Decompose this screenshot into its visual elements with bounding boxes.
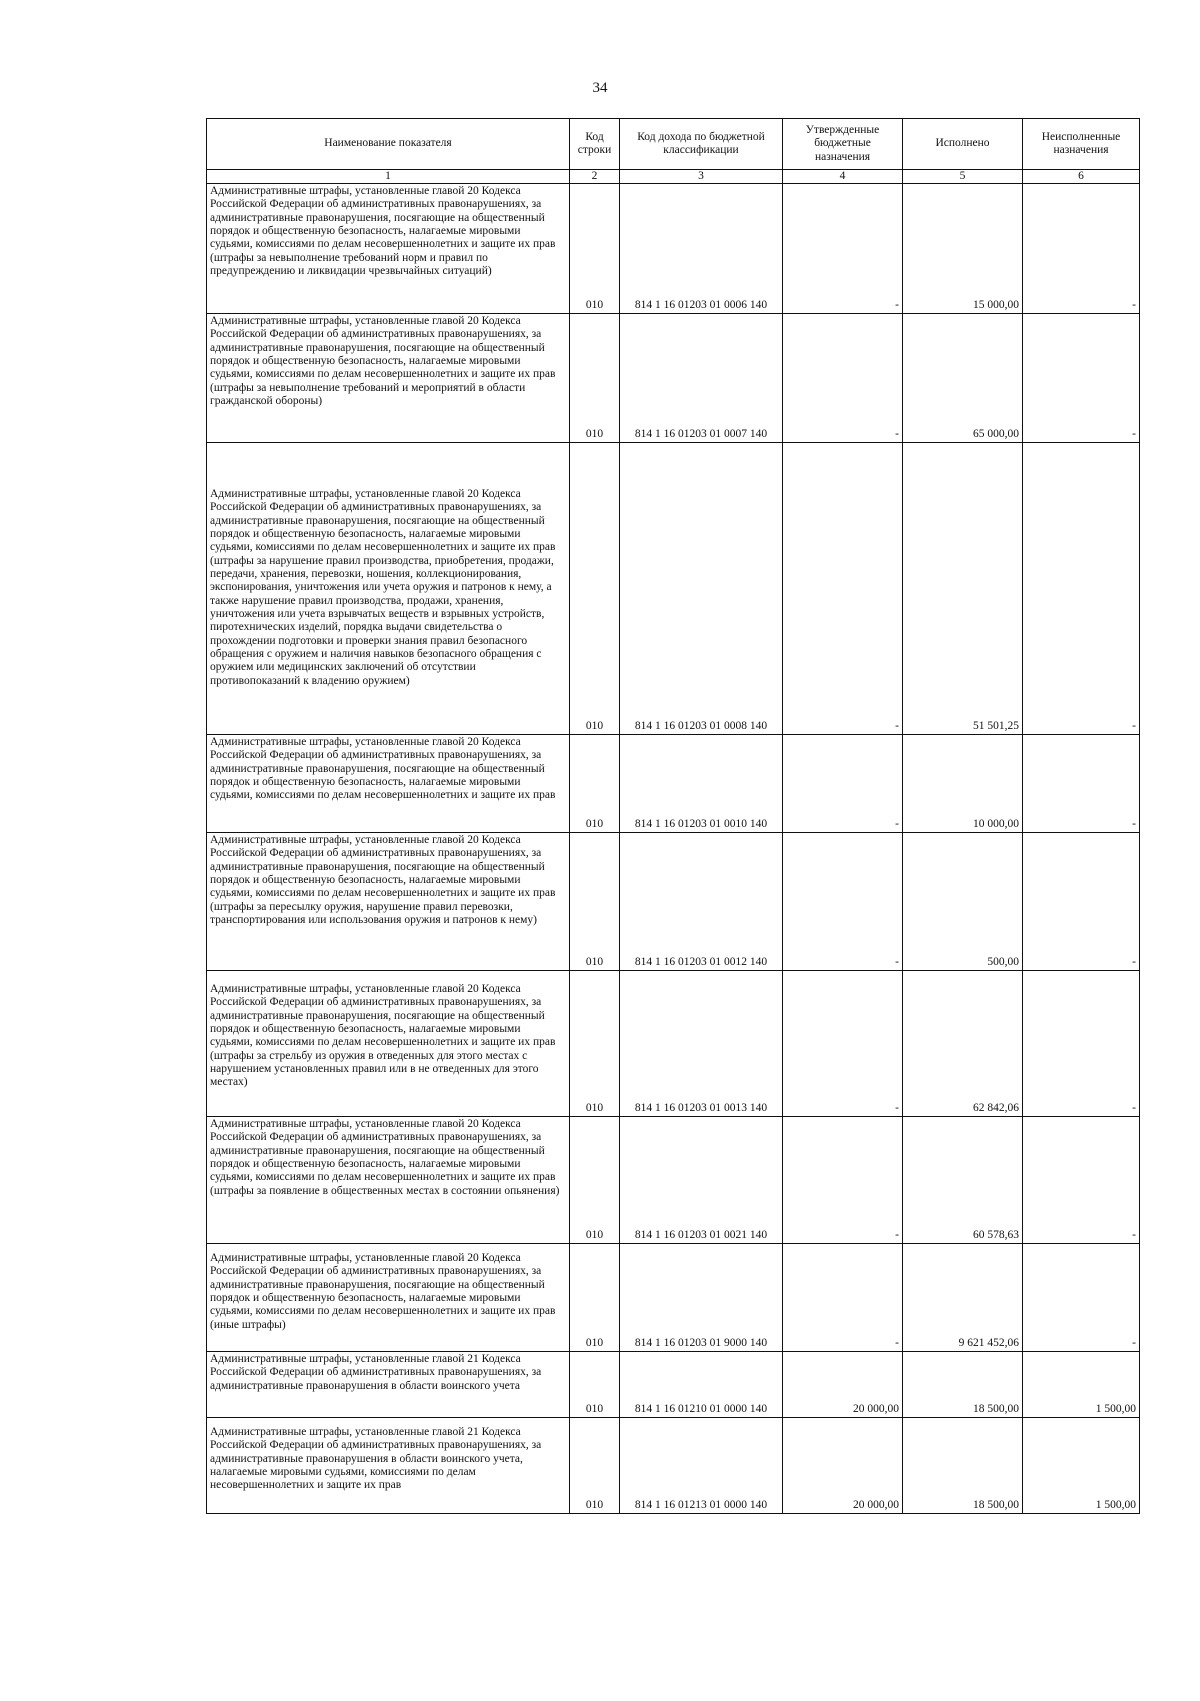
revenue-code: 814 1 16 01203 01 9000 140 [620,1244,783,1352]
revenue-code: 814 1 16 01203 01 0006 140 [620,184,783,314]
row-code: 010 [570,184,620,314]
row-code: 010 [570,1244,620,1352]
indicator-name: Административные штрафы, установленные главой 20 Кодекса Российской Федерации об административных правонарушениях, за административные правонарушения, посягающие на общественный порядок и общественную безопасность, налагаемые мировыми судьями, комиссиями по делам несовершеннолетних и защите их прав (штрафы за стрельбу из оружия в отведенных для этого местах с нарушением установленных правил или в не отведенных для этого местах) [207,971,570,1117]
budget-revenue-table [206,118,1140,1514]
row-code: 010 [570,1418,620,1514]
table-row [207,1418,1140,1514]
column-number: 6 [1023,170,1140,184]
row-code: 010 [570,1352,620,1418]
executed-amount: 51 501,25 [903,443,1023,735]
indicator-name: Административные штрафы, установленные главой 20 Кодекса Российской Федерации об административных правонарушениях, за административные правонарушения, посягающие на общественный порядок и общественную безопасность, налагаемые мировыми судьями, комиссиями по делам несовершеннолетних и защите их прав (штрафы за невыполнение требований норм и правил по предупреждению и ликвидации чрезвычайных ситуаций) [207,184,570,314]
revenue-code: 814 1 16 01203 01 0012 140 [620,833,783,971]
header-kbk: Код дохода по бюджетной классификации [620,119,783,170]
revenue-code: 814 1 16 01203 01 0008 140 [620,443,783,735]
unexecuted-amount: - [1023,971,1140,1117]
unexecuted-amount: - [1023,1244,1140,1352]
executed-amount: 18 500,00 [903,1352,1023,1418]
revenue-code: 814 1 16 01213 01 0000 140 [620,1418,783,1514]
table-row [207,184,1140,314]
approved-amount: - [783,314,903,443]
indicator-name: Административные штрафы, установленные главой 20 Кодекса Российской Федерации об административных правонарушениях, за административные правонарушения, посягающие на общественный порядок и общественную безопасность, налагаемые мировыми судьями, комиссиями по делам несовершеннолетних и защите их прав (штрафы за нарушение правил производства, приобретения, продажи, передачи, хранения, перевозки, ношения, коллекционирования, экспонирования, уничтожения или учета оружия и патронов к нему, а также нарушение правил производства, продажи, хранения, уничтожения или учета взрывчатых веществ и взрывных устройств, пиротехнических изделий, порядка выдачи свидетельства о прохождении подготовки и проверки знания правил безопасного обращения с оружием и наличия навыков безопасного обращения с оружием или медицинских заключений об отсутствии противопоказаний к владению оружием) [207,443,570,735]
header-unexecuted: Неисполненные назначения [1023,119,1140,170]
indicator-name: Административные штрафы, установленные главой 20 Кодекса Российской Федерации об административных правонарушениях, за административные правонарушения, посягающие на общественный порядок и общественную безопасность, налагаемые мировыми судьями, комиссиями по делам несовершеннолетних и защите их прав (иные штрафы) [207,1244,570,1352]
revenue-code: 814 1 16 01203 01 0010 140 [620,735,783,833]
table-row [207,1117,1140,1244]
page-number: 34 [592,80,608,96]
indicator-name: Административные штрафы, установленные главой 20 Кодекса Российской Федерации об административных правонарушениях, за административные правонарушения, посягающие на общественный порядок и общественную безопасность, налагаемые мировыми судьями, комиссиями по делам несовершеннолетних и защите их прав (штрафы за появление в общественных местах в состоянии опьянения) [207,1117,570,1244]
column-number: 1 [207,170,570,184]
approved-amount: - [783,1244,903,1352]
row-code: 010 [570,443,620,735]
column-number-row [207,170,1140,184]
table-row [207,1352,1140,1418]
table-row [207,971,1140,1117]
unexecuted-amount: - [1023,443,1140,735]
executed-amount: 60 578,63 [903,1117,1023,1244]
indicator-name: Административные штрафы, установленные главой 20 Кодекса Российской Федерации об административных правонарушениях, за административные правонарушения, посягающие на общественный порядок и общественную безопасность, налагаемые мировыми судьями, комиссиями по делам несовершеннолетних и защите их прав [207,735,570,833]
executed-amount: 18 500,00 [903,1418,1023,1514]
row-code: 010 [570,735,620,833]
unexecuted-amount: 1 500,00 [1023,1352,1140,1418]
executed-amount: 10 000,00 [903,735,1023,833]
executed-amount: 500,00 [903,833,1023,971]
table-row [207,735,1140,833]
column-number: 2 [570,170,620,184]
row-code: 010 [570,833,620,971]
revenue-code: 814 1 16 01203 01 0007 140 [620,314,783,443]
approved-amount: 20 000,00 [783,1418,903,1514]
unexecuted-amount: - [1023,735,1140,833]
revenue-code: 814 1 16 01210 01 0000 140 [620,1352,783,1418]
unexecuted-amount: 1 500,00 [1023,1418,1140,1514]
header-executed: Исполнено [903,119,1023,170]
approved-amount: 20 000,00 [783,1352,903,1418]
header-approved: Утвержденные бюджетные назначения [783,119,903,170]
approved-amount: - [783,735,903,833]
approved-amount: - [783,971,903,1117]
table-row [207,443,1140,735]
row-code: 010 [570,1117,620,1244]
row-code: 010 [570,971,620,1117]
approved-amount: - [783,1117,903,1244]
unexecuted-amount: - [1023,1117,1140,1244]
header-name: Наименование показателя [207,119,570,170]
revenue-code: 814 1 16 01203 01 0021 140 [620,1117,783,1244]
row-code: 010 [570,314,620,443]
table-row [207,833,1140,971]
indicator-name: Административные штрафы, установленные главой 21 Кодекса Российской Федерации об административных правонарушениях, за административные правонарушения в области воинского учета, налагаемые мировыми судьями, комиссиями по делам несовершеннолетних и защите их прав [207,1418,570,1514]
revenue-code: 814 1 16 01203 01 0013 140 [620,971,783,1117]
approved-amount: - [783,184,903,314]
table-header-row [207,119,1140,170]
executed-amount: 9 621 452,06 [903,1244,1023,1352]
approved-amount: - [783,443,903,735]
table-row [207,1244,1140,1352]
executed-amount: 65 000,00 [903,314,1023,443]
indicator-name: Административные штрафы, установленные главой 21 Кодекса Российской Федерации об административных правонарушениях, за административные правонарушения в области воинского учета [207,1352,570,1418]
table-row [207,314,1140,443]
executed-amount: 15 000,00 [903,184,1023,314]
executed-amount: 62 842,06 [903,971,1023,1117]
unexecuted-amount: - [1023,184,1140,314]
column-number: 4 [783,170,903,184]
column-number: 5 [903,170,1023,184]
approved-amount: - [783,833,903,971]
header-code: Код строки [570,119,620,170]
indicator-name: Административные штрафы, установленные главой 20 Кодекса Российской Федерации об административных правонарушениях, за административные правонарушения, посягающие на общественный порядок и общественную безопасность, налагаемые мировыми судьями, комиссиями по делам несовершеннолетних и защите их прав (штрафы за пересылку оружия, нарушение правил перевозки, транспортирования или использования оружия и патронов к нему) [207,833,570,971]
unexecuted-amount: - [1023,314,1140,443]
column-number: 3 [620,170,783,184]
unexecuted-amount: - [1023,833,1140,971]
indicator-name: Административные штрафы, установленные главой 20 Кодекса Российской Федерации об административных правонарушениях, за административные правонарушения, посягающие на общественный порядок и общественную безопасность, налагаемые мировыми судьями, комиссиями по делам несовершеннолетних и защите их прав (штрафы за невыполнение требований и мероприятий в области гражданской обороны) [207,314,570,443]
